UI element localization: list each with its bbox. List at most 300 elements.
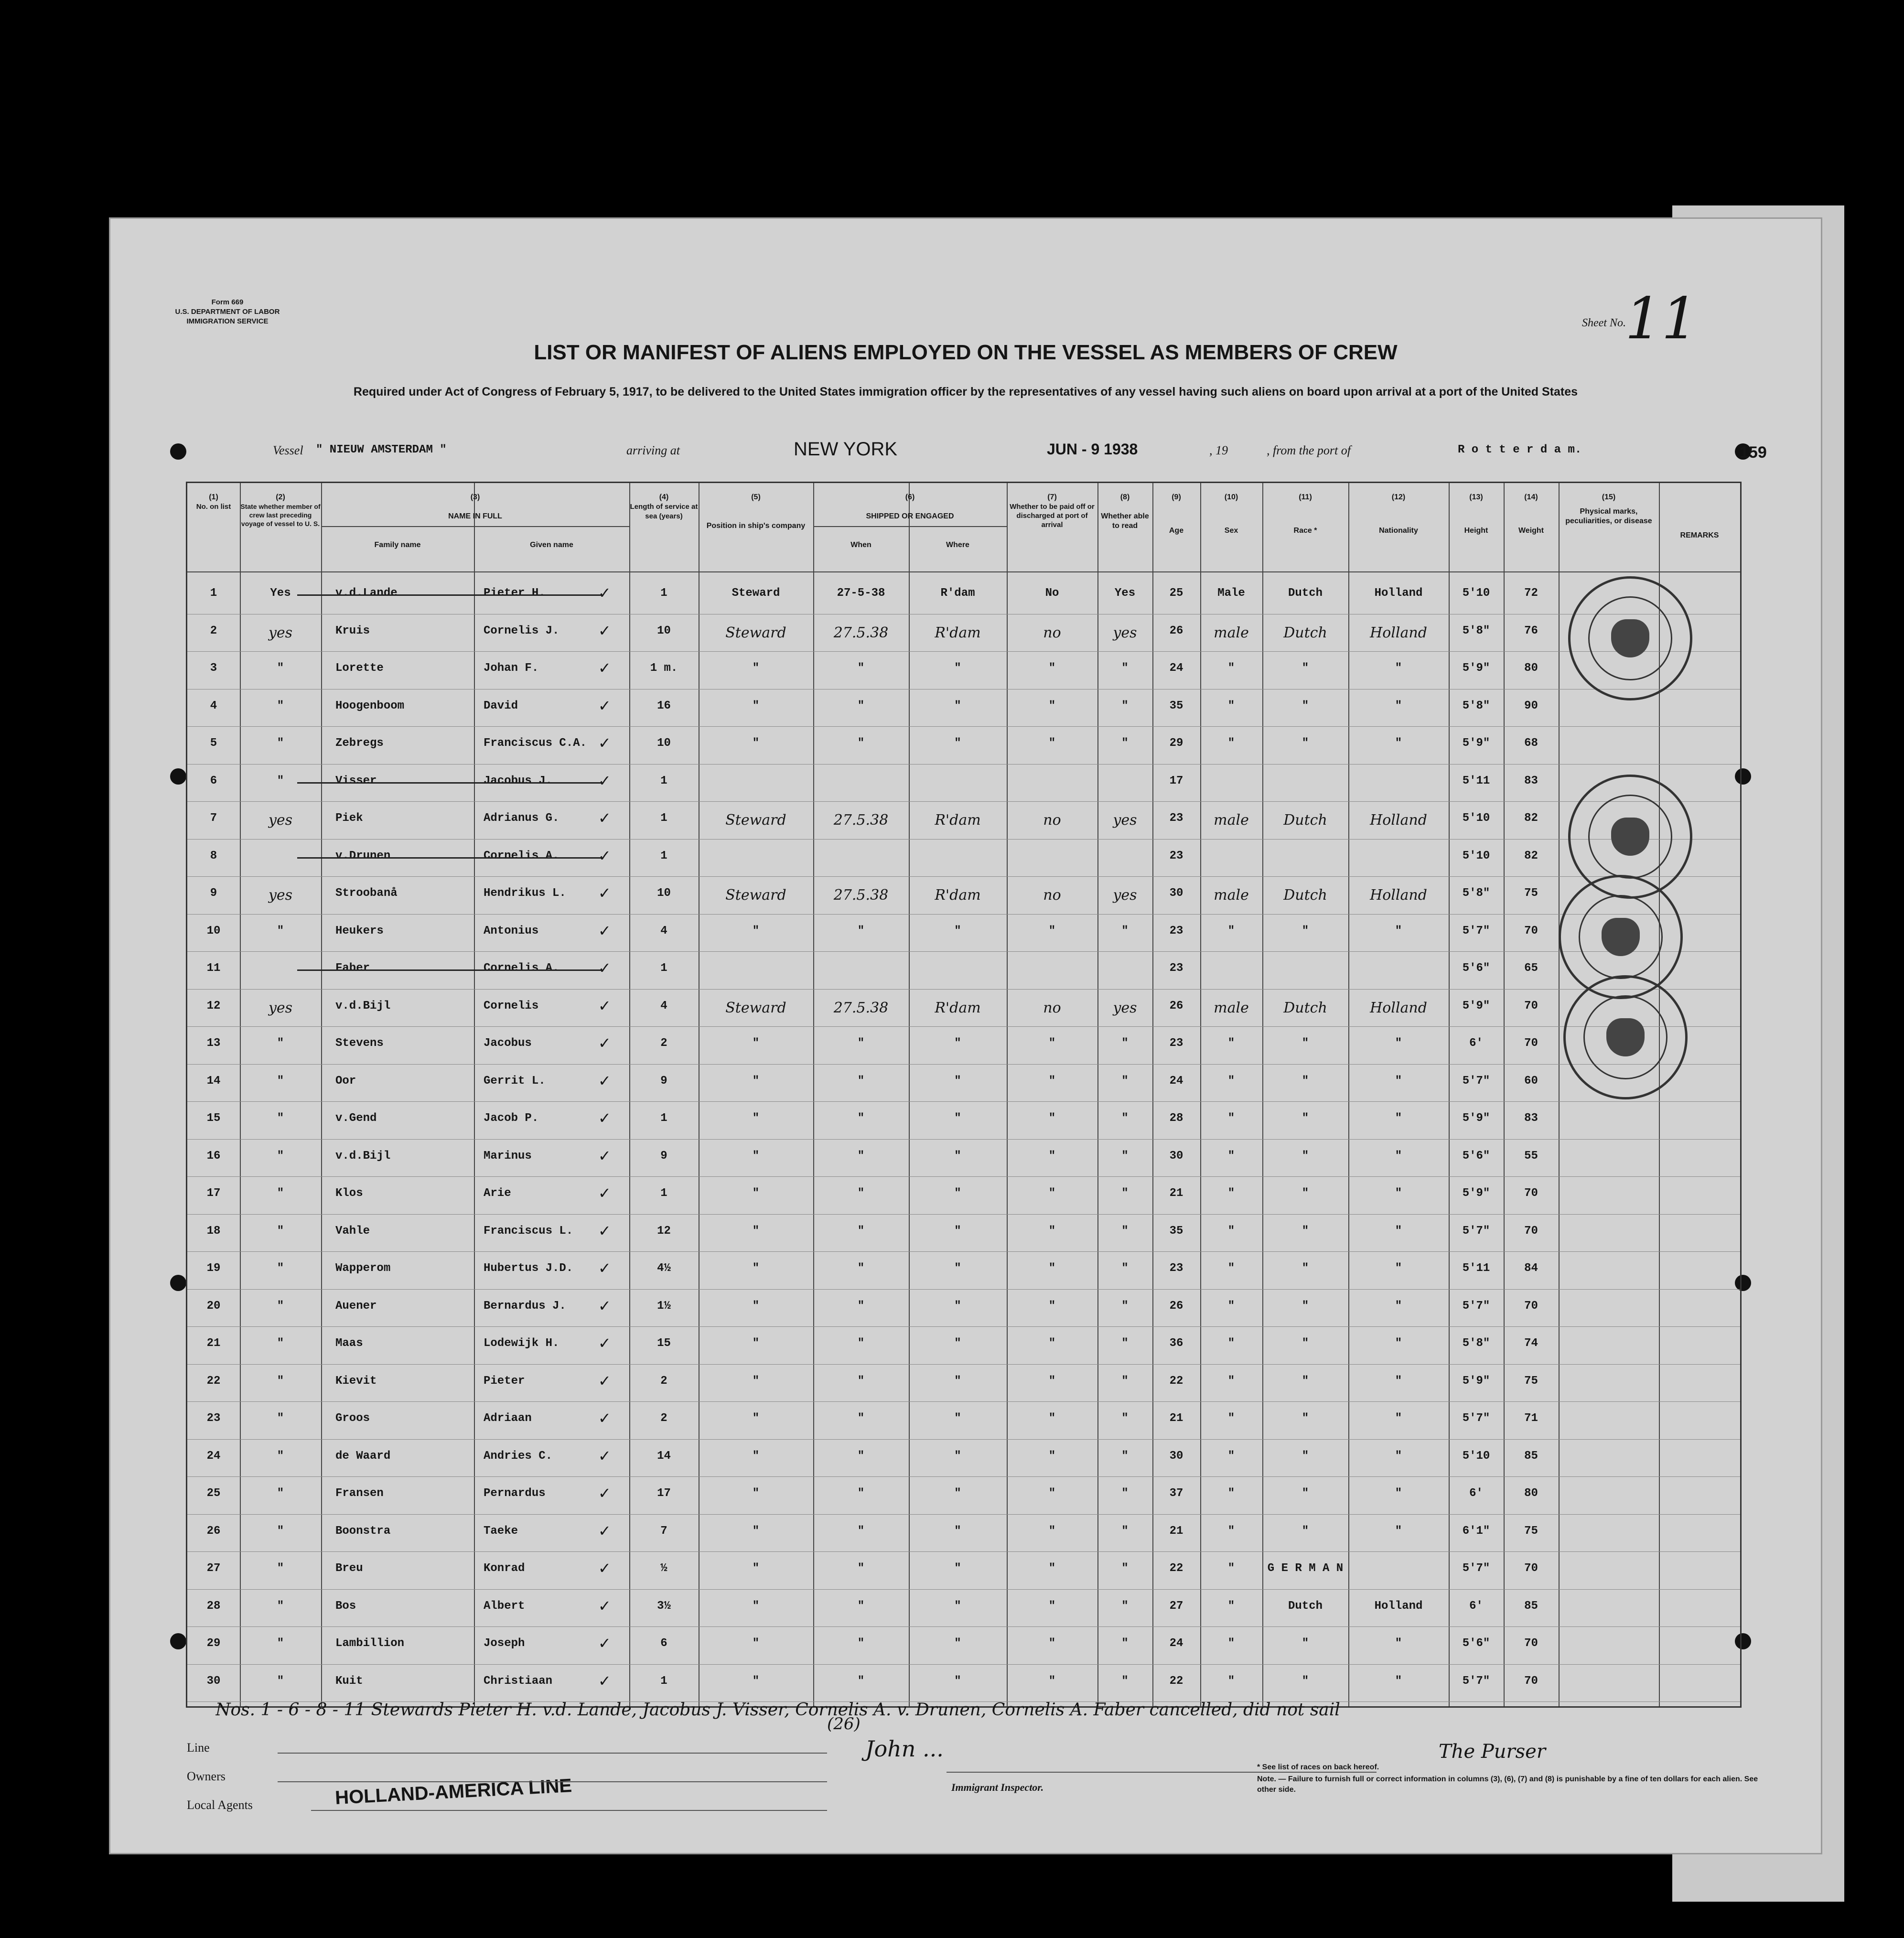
page-title: LIST OR MANIFEST OF ALIENS EMPLOYED ON THE VESSEL AS MEMBERS OF CREW <box>534 341 1398 364</box>
col-num: (11) <box>1299 493 1312 501</box>
cell-age: 37 <box>1169 1487 1183 1500</box>
cell-when: " <box>857 1562 865 1575</box>
cell-when: 27.5.38 <box>833 887 889 904</box>
cell-weight: 72 <box>1524 587 1538 600</box>
cell-weight: 71 <box>1524 1412 1538 1425</box>
cell-when: " <box>857 1374 865 1388</box>
table-row <box>187 614 1740 652</box>
cell-age: 22 <box>1169 1562 1183 1575</box>
cell-given: Adriaan <box>484 1412 532 1425</box>
cell-position: " <box>752 737 760 750</box>
cell-where: " <box>954 1112 961 1125</box>
inspector-signature: John ... <box>865 1736 944 1762</box>
cell-service: 2 <box>660 1037 667 1050</box>
cell-height: 5'6" <box>1462 962 1490 975</box>
cell-age: 21 <box>1169 1524 1183 1538</box>
cell-weight: 74 <box>1524 1337 1538 1350</box>
cell-prev: " <box>277 1299 284 1313</box>
cell-given: Jacob P. <box>484 1112 539 1125</box>
cell-position: " <box>752 1299 760 1313</box>
cell-service: 12 <box>657 1224 671 1238</box>
cell-paid: " <box>1048 924 1056 937</box>
cell-sex: " <box>1227 1562 1235 1575</box>
cell-prev: yes <box>268 624 293 641</box>
cell-where: " <box>954 1412 961 1425</box>
binder-hole <box>170 1633 186 1649</box>
cell-where: " <box>954 1449 961 1463</box>
cell-service: 10 <box>657 624 671 637</box>
cell-paid: " <box>1048 1187 1056 1200</box>
cell-weight: 68 <box>1524 737 1538 750</box>
cell-race: " <box>1302 1224 1309 1238</box>
cell-read: " <box>1121 1074 1129 1087</box>
cell-given: Jacobus J. <box>484 774 553 787</box>
cell-read: " <box>1121 1562 1129 1575</box>
cell-no: 13 <box>206 1037 221 1050</box>
cell-position: " <box>752 1674 760 1688</box>
cell-service: 15 <box>657 1337 671 1350</box>
cell-family: Groos <box>335 1412 370 1425</box>
col-num: (8) <box>1120 493 1130 501</box>
cell-when: " <box>857 699 865 712</box>
cell-position: " <box>752 1074 760 1087</box>
cell-paid: " <box>1048 1562 1056 1575</box>
cell-race: " <box>1302 1412 1309 1425</box>
cell-nationality: Holland <box>1370 624 1427 641</box>
cell-no: 30 <box>206 1674 221 1688</box>
cell-height: 5'7" <box>1462 1412 1490 1425</box>
cell-paid: no <box>1043 999 1061 1016</box>
cell-no: 18 <box>206 1224 221 1238</box>
cell-family: Kruis <box>335 624 370 637</box>
check-mark-icon: ✓ <box>598 846 611 865</box>
cell-read: " <box>1121 1224 1129 1238</box>
cell-nationality: " <box>1395 1487 1402 1500</box>
col-label: Nationality <box>1379 527 1418 535</box>
cell-race: " <box>1302 699 1309 712</box>
cell-height: 5'11 <box>1462 774 1490 787</box>
cell-height: 5'10 <box>1462 812 1490 825</box>
col-label: Whether able to read <box>1101 512 1149 530</box>
cell-race: " <box>1302 1187 1309 1200</box>
cell-position: " <box>752 1224 760 1238</box>
check-mark-icon: ✓ <box>598 921 611 940</box>
cell-family: Piek <box>335 812 363 825</box>
manifest-page <box>109 217 1822 1854</box>
page-subtitle: Required under Act of Congress of February 5, 1917, to be delivered to the United States immigration officer by the representatives of any vessel having such aliens on board upon arrival at a port of the United States <box>353 385 1578 398</box>
cell-when: " <box>857 1337 865 1350</box>
cell-family: v.d.Bijl <box>335 999 391 1012</box>
cell-prev: " <box>277 1187 284 1200</box>
cell-race: G E R M A N <box>1267 1562 1344 1575</box>
cell-nationality: " <box>1395 699 1402 712</box>
cell-no: 25 <box>206 1487 221 1500</box>
table-row <box>187 876 1740 914</box>
table-row <box>187 1626 1740 1664</box>
cell-prev: " <box>277 1412 284 1425</box>
col-num: (1) <box>209 493 218 501</box>
cell-sex: " <box>1227 1224 1235 1238</box>
cell-height: 6' <box>1469 1487 1483 1500</box>
cell-when: " <box>857 1149 865 1163</box>
cell-given: Lodewijk H. <box>484 1337 559 1350</box>
table-row <box>187 951 1740 989</box>
cell-sex: " <box>1227 1412 1235 1425</box>
cell-weight: 70 <box>1524 1187 1538 1200</box>
cell-service: 1 <box>660 1187 667 1200</box>
cell-prev: " <box>277 737 284 750</box>
table-row <box>187 1514 1740 1552</box>
table-row <box>187 726 1740 764</box>
departure-port: R o t t e r d a m. <box>1458 443 1582 456</box>
check-mark-icon: ✓ <box>598 659 611 677</box>
cell-age: 23 <box>1169 962 1183 975</box>
cell-prev: " <box>277 1074 284 1087</box>
table-row <box>187 1064 1740 1102</box>
cell-sex: male <box>1214 999 1249 1016</box>
cell-height: 6' <box>1469 1037 1483 1050</box>
cell-read: " <box>1121 662 1129 675</box>
cell-sex: " <box>1227 1112 1235 1125</box>
cell-paid: " <box>1048 1299 1056 1313</box>
check-mark-icon: ✓ <box>598 996 611 1015</box>
cell-family: v.d.Bijl <box>335 1149 391 1163</box>
cell-read: yes <box>1113 999 1137 1016</box>
cell-paid: no <box>1043 812 1061 829</box>
cell-family: Wapperom <box>335 1262 391 1275</box>
cell-given: Joseph <box>484 1637 525 1650</box>
cell-given: Pieter <box>484 1374 525 1388</box>
cell-sex: " <box>1227 1674 1235 1688</box>
cell-sex: " <box>1227 1637 1235 1650</box>
cell-sex: " <box>1227 1299 1235 1313</box>
cell-race: " <box>1302 1524 1309 1538</box>
cell-read: " <box>1121 1037 1129 1050</box>
form-info <box>149 298 306 326</box>
cell-where: " <box>954 1299 961 1313</box>
cell-read: " <box>1121 1637 1129 1650</box>
cell-where: " <box>954 699 961 712</box>
cell-service: 4 <box>660 924 667 937</box>
cell-age: 35 <box>1169 1224 1183 1238</box>
cell-when: " <box>857 1112 865 1125</box>
cell-paid: " <box>1048 1262 1056 1275</box>
cell-position: " <box>752 699 760 712</box>
cell-given: Cornelis J. <box>484 624 559 637</box>
col-label: When <box>850 541 871 549</box>
cell-family: Breu <box>335 1562 363 1575</box>
cell-service: 1½ <box>657 1299 671 1313</box>
cell-when: " <box>857 1187 865 1200</box>
cell-paid: " <box>1048 1412 1056 1425</box>
table-row <box>187 839 1740 877</box>
cell-service: 1 <box>660 1112 667 1125</box>
cell-sex: male <box>1214 624 1249 641</box>
cell-age: 23 <box>1169 924 1183 937</box>
cell-family: Lorette <box>335 662 384 675</box>
cell-position: " <box>752 1374 760 1388</box>
cell-sex: " <box>1227 1487 1235 1500</box>
cell-paid: " <box>1048 1149 1056 1163</box>
table-row <box>187 1326 1740 1364</box>
cell-weight: 65 <box>1524 962 1538 975</box>
cell-weight: 70 <box>1524 1299 1538 1313</box>
cell-position: " <box>752 924 760 937</box>
cell-age: 26 <box>1169 999 1183 1012</box>
cell-sex: " <box>1227 1262 1235 1275</box>
cell-family: Fransen <box>335 1487 384 1500</box>
cell-no: 20 <box>206 1299 221 1313</box>
cell-sex: " <box>1227 1149 1235 1163</box>
cell-height: 5'9" <box>1462 1112 1490 1125</box>
cell-race: " <box>1302 1074 1309 1087</box>
cell-paid: " <box>1048 1524 1056 1538</box>
cell-age: 26 <box>1169 624 1183 637</box>
cell-no: 24 <box>206 1449 221 1463</box>
line-label: Line <box>187 1741 210 1755</box>
cell-age: 21 <box>1169 1187 1183 1200</box>
cell-nationality: " <box>1395 1374 1402 1388</box>
cell-family: Maas <box>335 1337 363 1350</box>
cell-weight: 70 <box>1524 1674 1538 1688</box>
cell-weight: 55 <box>1524 1149 1538 1163</box>
cell-age: 22 <box>1169 1374 1183 1388</box>
cell-when: 27.5.38 <box>833 812 889 829</box>
cell-age: 23 <box>1169 1037 1183 1050</box>
cell-height: 5'9" <box>1462 1374 1490 1388</box>
cell-paid: " <box>1048 1037 1056 1050</box>
col-num: (12) <box>1391 493 1406 501</box>
cell-weight: 85 <box>1524 1449 1538 1463</box>
cell-paid: no <box>1043 887 1061 904</box>
cell-age: 28 <box>1169 1112 1183 1125</box>
cell-sex: " <box>1227 699 1235 712</box>
table-row <box>187 1101 1740 1139</box>
col-num: (2) <box>276 493 285 501</box>
cell-service: 3½ <box>657 1599 671 1613</box>
cell-weight: 70 <box>1524 1562 1538 1575</box>
cell-read: " <box>1121 1374 1129 1388</box>
cell-no: 23 <box>206 1412 221 1425</box>
check-mark-icon: ✓ <box>598 1109 611 1127</box>
cell-race: " <box>1302 1299 1309 1313</box>
cell-where: " <box>954 1074 961 1087</box>
cell-given: Pernardus <box>484 1487 546 1500</box>
cell-family: Stevens <box>335 1037 384 1050</box>
vessel-name: " NIEUW AMSTERDAM " <box>316 443 447 456</box>
cell-race: " <box>1302 737 1309 750</box>
eagle-seal-icon <box>1611 619 1649 657</box>
check-mark-icon: ✓ <box>598 1484 611 1502</box>
cell-sex: " <box>1227 1374 1235 1388</box>
cell-when: " <box>857 737 865 750</box>
cell-no: 29 <box>206 1637 221 1650</box>
cell-paid: " <box>1048 1374 1056 1388</box>
cell-when: " <box>857 1074 865 1087</box>
cell-age: 24 <box>1169 1074 1183 1087</box>
cell-race: " <box>1302 1449 1309 1463</box>
cell-weight: 75 <box>1524 887 1538 900</box>
check-mark-icon: ✓ <box>598 1596 611 1615</box>
cell-height: 5'7" <box>1462 1224 1490 1238</box>
cell-height: 5'9" <box>1462 999 1490 1012</box>
table-row <box>187 1176 1740 1214</box>
cell-service: 1 <box>660 587 667 600</box>
cell-position: " <box>752 1449 760 1463</box>
cell-height: 5'7" <box>1462 924 1490 937</box>
cell-height: 5'6" <box>1462 1637 1490 1650</box>
cell-paid: " <box>1048 737 1056 750</box>
cell-read: yes <box>1113 887 1137 904</box>
cell-sex: " <box>1227 1599 1235 1613</box>
cell-age: 30 <box>1169 1449 1183 1463</box>
cell-no: 5 <box>210 737 217 750</box>
cell-height: 5'10 <box>1462 849 1490 862</box>
cell-paid: " <box>1048 1637 1056 1650</box>
cell-prev: " <box>277 1449 284 1463</box>
holland-america-stamp: HOLLAND-AMERICA LINE <box>334 1775 573 1809</box>
cell-service: 6 <box>660 1637 667 1650</box>
cell-age: 24 <box>1169 1637 1183 1650</box>
cell-family: v.d.Lande <box>335 587 398 600</box>
cell-position: " <box>752 1637 760 1650</box>
cell-prev: " <box>277 1637 284 1650</box>
cell-race: " <box>1302 1637 1309 1650</box>
table-row <box>187 1289 1740 1327</box>
cell-weight: 90 <box>1524 699 1538 712</box>
cell-nationality: " <box>1395 1262 1402 1275</box>
sheet-number: 11 <box>1625 286 1698 352</box>
cell-family: Auener <box>335 1299 377 1313</box>
cell-race: " <box>1302 1374 1309 1388</box>
cell-prev: " <box>277 1337 284 1350</box>
cell-read: " <box>1121 1449 1129 1463</box>
cell-race: " <box>1302 924 1309 937</box>
cell-where: " <box>954 1374 961 1388</box>
crew-table <box>186 482 1742 1708</box>
cell-when: 27.5.38 <box>833 624 889 641</box>
col-label: Weight <box>1518 527 1544 535</box>
cell-age: 23 <box>1169 812 1183 825</box>
cell-age: 23 <box>1169 849 1183 862</box>
cell-prev: yes <box>268 887 293 904</box>
cell-family: Oor <box>335 1074 356 1087</box>
cell-family: Faber <box>335 962 370 975</box>
table-row <box>187 1251 1740 1289</box>
cell-paid: " <box>1048 1112 1056 1125</box>
cell-where: R'dam <box>940 587 975 600</box>
check-mark-icon: ✓ <box>598 1071 611 1090</box>
cell-where: " <box>954 924 961 937</box>
cell-read: " <box>1121 924 1129 937</box>
cell-sex: " <box>1227 924 1235 937</box>
cell-weight: 83 <box>1524 774 1538 787</box>
cell-prev: " <box>277 1112 284 1125</box>
table-row <box>187 1026 1740 1064</box>
cell-weight: 70 <box>1524 999 1538 1012</box>
cell-given: Franciscus C.A. <box>484 737 587 750</box>
cell-prev: " <box>277 1599 284 1613</box>
cell-where: " <box>954 1337 961 1350</box>
cell-service: 4½ <box>657 1262 671 1275</box>
cell-no: 4 <box>210 699 217 712</box>
cell-prev: " <box>277 1674 284 1688</box>
cell-no: 27 <box>206 1562 221 1575</box>
col-label: SHIPPED OR ENGAGED <box>866 512 954 520</box>
check-mark-icon: ✓ <box>598 1221 611 1240</box>
cell-read: yes <box>1113 624 1137 641</box>
cell-position: " <box>752 1599 760 1613</box>
cell-weight: 70 <box>1524 924 1538 937</box>
cell-when: " <box>857 1599 865 1613</box>
cell-family: Stroobanå <box>335 887 398 900</box>
cell-age: 23 <box>1169 1262 1183 1275</box>
cell-no: 17 <box>206 1187 221 1200</box>
cell-where: " <box>954 662 961 675</box>
cell-given: Albert <box>484 1599 525 1613</box>
cell-when: 27.5.38 <box>833 999 889 1016</box>
cell-given: Cornelis A. <box>484 962 559 975</box>
cell-sex: " <box>1227 1524 1235 1538</box>
cell-race: Dutch <box>1288 587 1323 600</box>
cell-no: 19 <box>206 1262 221 1275</box>
cell-read: " <box>1121 1299 1129 1313</box>
cell-where: " <box>954 1224 961 1238</box>
sheet-label: Sheet No. <box>1582 317 1626 329</box>
cell-when: " <box>857 1487 865 1500</box>
check-mark-icon: ✓ <box>598 809 611 827</box>
cell-sex: " <box>1227 1037 1235 1050</box>
cell-nationality: " <box>1395 1449 1402 1463</box>
cell-read: " <box>1121 1599 1129 1613</box>
cell-weight: 84 <box>1524 1262 1538 1275</box>
cell-prev: " <box>277 1374 284 1388</box>
cell-race: Dutch <box>1283 887 1327 904</box>
cell-prev: Yes <box>270 587 291 600</box>
cell-sex: male <box>1214 887 1249 904</box>
cell-race: " <box>1302 1674 1309 1688</box>
cell-height: 5'7" <box>1462 1674 1490 1688</box>
cell-given: Cornelis A. <box>484 849 559 862</box>
cell-nationality: " <box>1395 1299 1402 1313</box>
department: U.S. DEPARTMENT OF LABOR <box>175 308 280 316</box>
strike-through-line <box>297 857 603 859</box>
cell-position: " <box>752 1412 760 1425</box>
cell-read: " <box>1121 1112 1129 1125</box>
cell-nationality: Holland <box>1374 587 1423 600</box>
cell-no: 8 <box>210 849 217 862</box>
cell-read: " <box>1121 1412 1129 1425</box>
cell-nationality: " <box>1395 1637 1402 1650</box>
cell-service: 17 <box>657 1487 671 1500</box>
cell-height: 5'7" <box>1462 1562 1490 1575</box>
cell-given: Franciscus L. <box>484 1224 573 1238</box>
cell-prev: " <box>277 1262 284 1275</box>
cell-nationality: " <box>1395 1674 1402 1688</box>
cell-nationality: " <box>1395 924 1402 937</box>
col-num: (9) <box>1172 493 1181 501</box>
table-row <box>187 764 1740 802</box>
cell-weight: 70 <box>1524 1637 1538 1650</box>
cell-weight: 83 <box>1524 1112 1538 1125</box>
strike-through-line <box>297 782 603 784</box>
purser-signature: The Purser <box>1439 1741 1546 1763</box>
cell-weight: 80 <box>1524 1487 1538 1500</box>
cell-paid: " <box>1048 1674 1056 1688</box>
cell-given: Gerrit L. <box>484 1074 546 1087</box>
cell-nationality: " <box>1395 737 1402 750</box>
check-mark-icon: ✓ <box>598 1671 611 1690</box>
